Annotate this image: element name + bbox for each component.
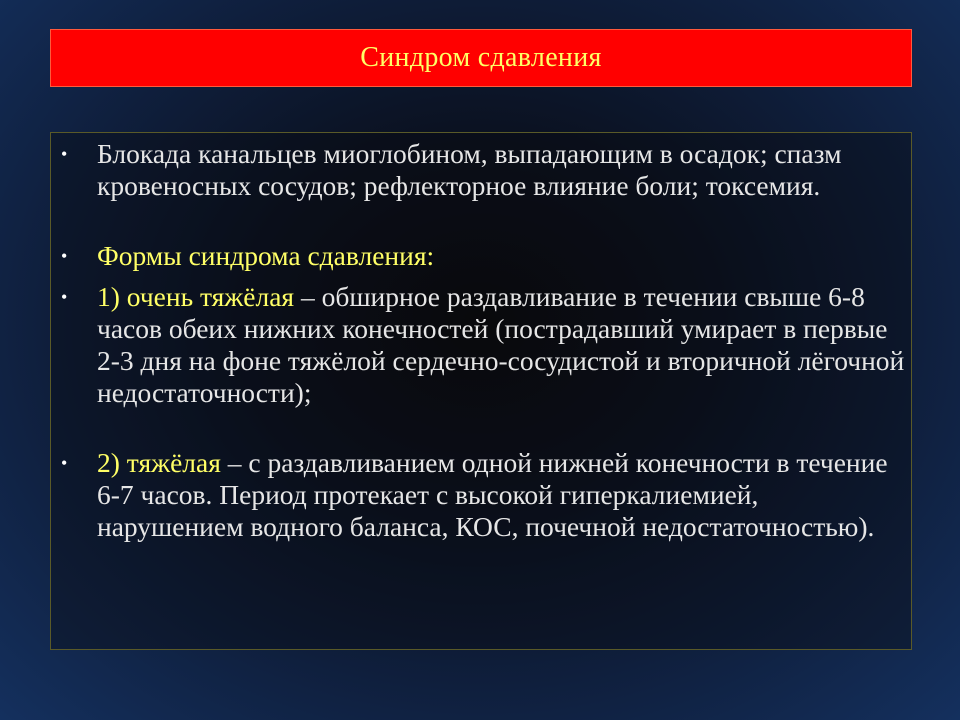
bullet-4-segment-1: 2) тяжёлая xyxy=(97,447,221,478)
bullet-text-4 xyxy=(97,447,905,543)
bullet-dot-icon: • xyxy=(61,287,68,307)
slide-title: Синдром сдавления xyxy=(360,42,602,73)
bullet-dot-icon: • xyxy=(61,453,68,473)
bullet-3-segment-1: 1) очень тяжёлая xyxy=(97,281,295,312)
bullet-text-1 xyxy=(97,138,905,202)
bullet-1-segment-1: Блокада канальцев миоглобином, выпадающим в осадок; спазм кровеносных сосудов; рефлекторное влияние боли; токсемия. xyxy=(97,138,842,201)
title-bar xyxy=(50,29,912,87)
bullet-2-segment-1: Формы синдрома сдавления: xyxy=(97,240,435,271)
bullet-text-3 xyxy=(97,281,905,409)
bullet-3-segment-2: – обширное раздавливание в течении свыше 6-8 часов обеих нижних конечностей (пострадавший умирает в первые 2-3 дня на фоне тяжёлой сердечно-сосудистой и вторичной лёгочной недостаточности); xyxy=(97,281,905,408)
bullet-dot-icon: • xyxy=(61,144,68,164)
bullet-text-2 xyxy=(97,240,905,272)
bullet-4-segment-2: – с раздавливанием одной нижней конечности в течение 6-7 часов. Период протекает с высокой гиперкалиемией, нарушением водного баланса, КОС, почечной недостаточностью). xyxy=(97,447,888,542)
bullet-dot-icon: • xyxy=(61,246,68,266)
content-box xyxy=(50,132,912,650)
